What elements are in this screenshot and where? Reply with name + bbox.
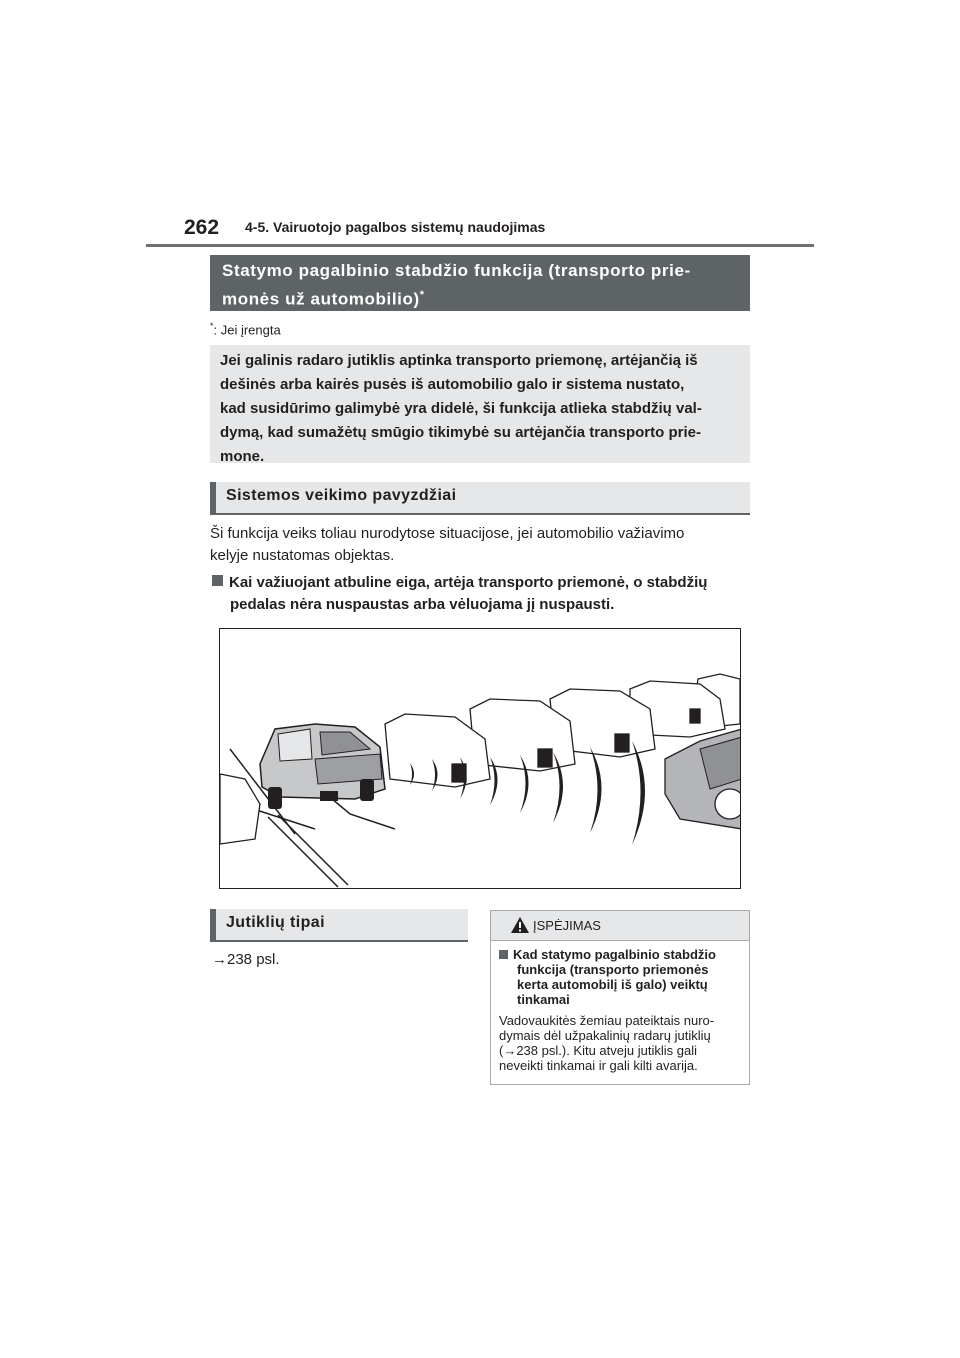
footnote-marker: *: [210, 321, 214, 331]
warning-text-line: neveikti tinkamai ir gali kilti avarija.: [499, 1058, 698, 1073]
footnote-text: : Jei įrengta: [213, 322, 281, 338]
intro-line: Jei galinis radaro jutiklis aptinka transporto priemonę, artėjančią iš: [220, 352, 698, 369]
warning-title: ĮSPĖJIMAS: [533, 918, 601, 933]
square-bullet-icon: [212, 575, 223, 586]
example-bullet-line: Kai važiuojant atbuline eiga, artėja transporto priemonė, o stabdžių: [229, 574, 708, 591]
parking-illustration: [219, 628, 741, 889]
examples-body-line: Ši funkcija veiks toliau nurodytose situacijose, jei automobilio važiavimo: [210, 525, 685, 542]
warning-text-line: Vadovaukitės žemiau pateiktais nuro-: [499, 1013, 715, 1028]
intro-line: dymą, kad sumažėtų smūgio tikimybė su artėjančia transporto prie-: [220, 424, 701, 441]
intro-box: [210, 345, 750, 463]
warning-subheading-line: Kad statymo pagalbinio stabdžio: [513, 947, 716, 962]
section-title-line1: Statymo pagalbinio stabdžio funkcija (transporto prie-: [222, 261, 691, 280]
reversing-car: [260, 724, 385, 809]
examples-heading: Sistemos veikimo pavyzdžiai: [210, 482, 750, 515]
section-title-marker: *: [419, 289, 425, 301]
parking-scene-svg: [220, 629, 741, 889]
warning-triangle-icon: [511, 917, 529, 933]
warning-subheading-line: kerta automobilį iš galo) veiktų: [517, 977, 708, 992]
section-title: [210, 255, 750, 311]
warning-box: [490, 910, 750, 1085]
examples-body-line: kelyje nustatomas objektas.: [210, 547, 395, 564]
example-bullet: [212, 572, 752, 616]
approaching-car: [665, 729, 741, 829]
intro-line: kad susidūrimo galimybė yra didelė, ši funkcija atlieka stabdžių val-: [220, 400, 702, 417]
warning-subheading-line: funkcija (transporto priemonės: [517, 962, 709, 977]
example-bullet-line: pedalas nėra nuspaustas arba vėluojama jį nuspausti.: [230, 596, 615, 613]
section-title-line2: monės už automobilio): [222, 289, 420, 309]
warning-subheading: [491, 941, 749, 1007]
warning-header: [491, 911, 749, 941]
intro-line: dešinės arba kairės pusės iš automobilio galo ir sistema nustato,: [220, 376, 685, 393]
page-reference-link[interactable]: →238 psl.: [212, 951, 280, 968]
square-bullet-icon: [499, 950, 508, 959]
warning-subheading-line: tinkamai: [517, 992, 570, 1007]
warning-text-line: dymais dėl užpakalinių radarų jutiklių: [499, 1028, 711, 1043]
page-number: 262: [184, 216, 220, 239]
left-parked-car: [220, 774, 260, 844]
sensor-types-heading: Jutiklių tipai: [210, 909, 468, 942]
examples-body: [210, 523, 750, 567]
warning-text: [491, 1007, 749, 1073]
warning-text-line: (→238 psl.). Kitu atveju jutiklis gali: [499, 1043, 697, 1058]
intro-line: mone.: [220, 448, 265, 465]
chapter-title: 4-5. Vairuotojo pagalbos sistemų naudojimas: [245, 219, 546, 235]
header-divider: [146, 244, 814, 247]
footnote: [210, 321, 281, 337]
